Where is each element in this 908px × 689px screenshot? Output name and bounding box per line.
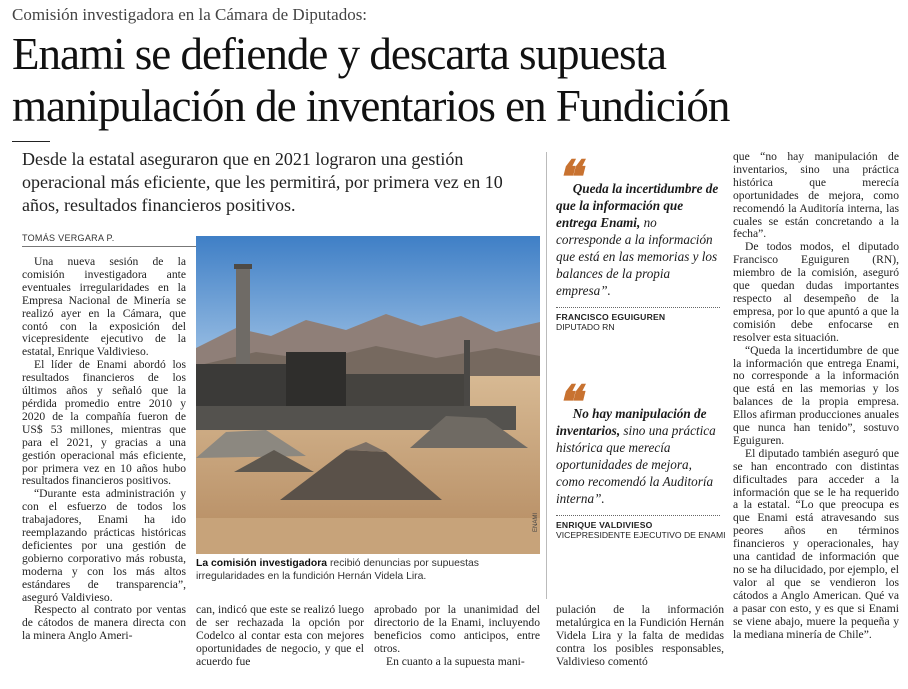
column-divider — [546, 152, 547, 599]
caption-text: recibió denuncias por supuestas irregularidades en la fundición Hernán Videla Lira. — [196, 558, 479, 582]
column-4 — [556, 604, 724, 669]
paragraph: “Queda la incertidumbre de que la información que entrega Enami, no corresponde a la información que está en las memorias y los balances de la propia empresa. Ellos afirman producciones anuales que nunca han tenido”, sostuvo Eguiguren. — [733, 343, 899, 447]
quote-lead: Queda la incertidumbre de que la información que entrega Enami, — [556, 181, 719, 230]
column-1 — [22, 256, 186, 643]
quote-lead: No hay manipulación de inventarios, — [556, 406, 707, 438]
smelter-photo-illustration — [196, 236, 540, 554]
paragraph: pulación de la información metalúrgica en la Fundición Hernán Videla Lira y la falta de medidas contra los posibles responsables, Valdivieso comentó — [556, 603, 724, 668]
photo-credit: ENAMI — [533, 512, 539, 532]
headline — [12, 28, 902, 132]
quote-text — [556, 375, 720, 507]
kicker: Comisión investigadora en la Cámara de Diputados: — [12, 5, 368, 24]
quote-author: ENRIQUE VALDIVIESO — [556, 520, 653, 530]
dek: Desde la estatal aseguraron que en 2021 lograron una gestión operacional más eficiente, que les permitirá, por primera vez en 10 años, resultados financieros positivos. — [22, 149, 503, 215]
paragraph: El diputado también aseguró que se han encontrado con distintas dificultades para acceder a la información que se le ha requerido a la estatal. “Lo que preocupa es que Enami está atravesando sus peores años en términos financieros y operacionales, hay una cantidad de información que no se ha dilucidado, por ejemplo, el valor al que se vendieron los cátodos a Anglo American. Qué va a pasar con esto, y es que si Enami se viene abajo, muere la pequeña y la mediana minería de Chile”. — [733, 446, 899, 641]
quote-divider — [556, 515, 720, 516]
paragraph: El líder de Enami abordó los resultados financieros de los últimos años y señaló que la pérdida promedio entre 2010 y 2020 de la compañía fueron de US$ 53 millones, mientras que para el 2021, y gracias a una gestión operacional más eficiente, por primera vez en 10 años hubo resultados financieros positivos. — [22, 358, 186, 488]
quote-author-role: DIPUTADO RN — [556, 322, 615, 332]
quote-rest: sino una práctica histórica que merecía oportunidades de mejora, como recomendó la Auditoría interna”. — [556, 423, 716, 506]
paragraph: que “no hay manipulación de inventarios, sino una práctica histórica que merecía oportunidades de mejora, como recomendó la Auditoría interna, las cuales se están concretando a la fecha”. — [733, 150, 899, 241]
paragraph: “Durante esta administración y con el esfuerzo de todos los trabajadores, Enami ha ido reemplazando prácticas históricas deficientes por una gestión de gobierno corporativo más robusta, moderna y con los más altos estándares de transparencia”, aseguró Valdivieso. — [22, 487, 186, 604]
paragraph: Una nueva sesión de la comisión investigadora ante eventuales irregularidades en la Empresa Nacional de Minería se realizó ayer en la Cámara, que contó con la exposición del vicepresidente ejecutivo de la estatal, Enrique Valdivieso. — [22, 255, 186, 359]
byline: TOMÁS VERGARA P. — [22, 233, 115, 243]
quote-text — [556, 150, 720, 299]
headline-rule — [12, 141, 50, 142]
column-2 — [196, 604, 364, 669]
paragraph: Respecto al contrato por ventas de cátodos de manera directa con la minera Anglo Ameri- — [22, 603, 186, 643]
quote-author-role: VICEPRESIDENTE EJECUTIVO DE ENAMI — [556, 530, 726, 540]
smelter-photo — [196, 236, 540, 554]
photo-caption — [196, 558, 540, 583]
column-5 — [733, 151, 899, 641]
headline-line-1: Enami se defiende y descarta supuesta — [12, 29, 666, 79]
paragraph: aprobado por la unanimidad del directorio de la Enami, incluyendo beneficios como anticipos, entre otros. — [374, 603, 540, 655]
quote-rest: no corresponde a la información que está en las memorias y los balances de la propia empresa”. — [556, 215, 718, 298]
pull-quote-1 — [556, 150, 720, 332]
headline-line-2: manipulación de inventarios en Fundición — [12, 81, 730, 131]
caption-lead: La comisión investigadora — [196, 558, 328, 569]
column-3 — [374, 604, 540, 669]
quote-author: FRANCISCO EGUIGUREN — [556, 312, 666, 322]
pull-quote-2 — [556, 375, 726, 540]
quote-mark-icon: ❝ — [556, 375, 573, 429]
quote-divider — [556, 307, 720, 308]
quote-mark-icon: ❝ — [556, 150, 573, 204]
paragraph: En cuanto a la supuesta mani- — [386, 654, 525, 668]
paragraph: can, indicó que este se realizó luego de ser rechazada la opción por Codelco al contar esta con mejores oportunidades de negocio, y que el acuerdo fue — [196, 603, 364, 668]
paragraph: De todos modos, el diputado Francisco Eguiguren (RN), miembro de la comisión, aseguró que quedan dudas importantes respecto al desempeño de la empresa, por lo que apuntó a que la comisión debe enfocarse en resolver esta situación. — [733, 240, 899, 344]
